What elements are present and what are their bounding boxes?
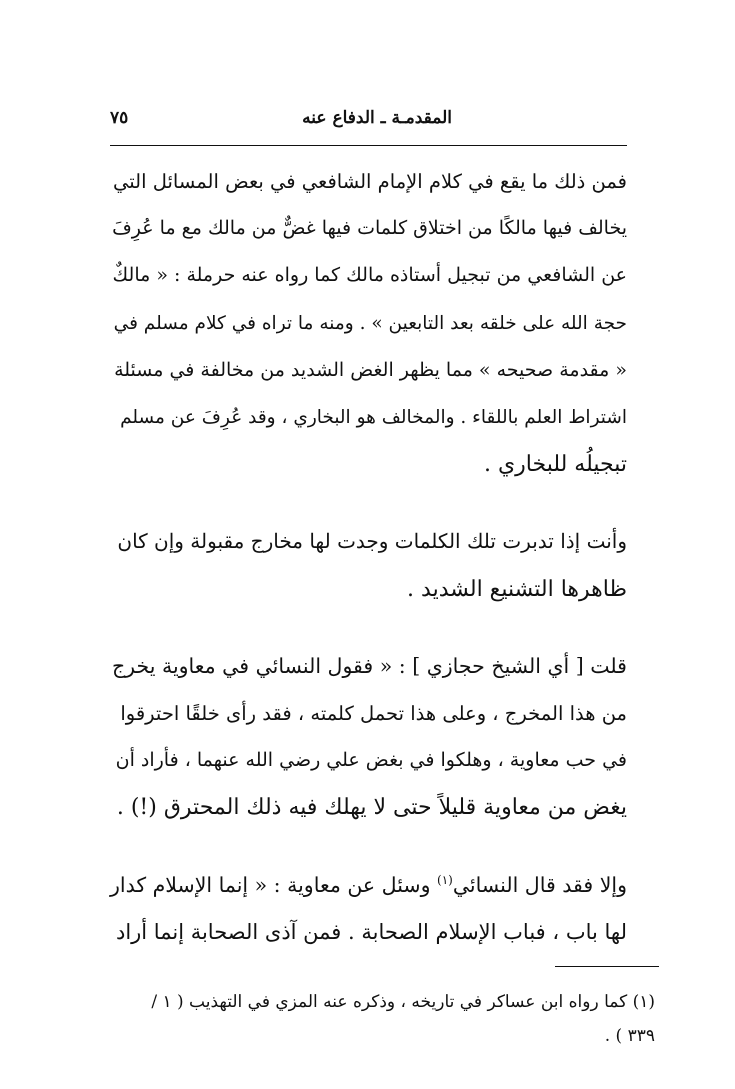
paragraph-1 [110,158,627,488]
header-divider [110,145,627,146]
footnote-line: ٣٣٩ ) . [604,1026,655,1046]
paragraph-2 [110,518,627,612]
page-number: ٧٥ [110,108,129,128]
text-line: تبجيلُه للبخاري . [483,452,627,478]
text-line: يخالف فيها مالكًا من اختلاق كلمات فيها غضٌّ من مالك مع ما عُرِفَ [112,217,627,240]
header-title: المقدمـة ـ الدفاع عنه [302,108,452,128]
text-line: اشتراط العلم باللقاء . والمخالف هو البخاري ، وقد عُرِفَ عن مسلم [120,407,627,429]
main-text [110,158,627,956]
text-line: عن الشافعي من تبجيل أستاذه مالك كما رواه عنه حرملة : « مالكٌ [112,264,627,287]
footnote-divider [555,966,659,967]
text-line: في حب معاوية ، وهلكوا في بغض علي رضي الله عنهما ، فأراد أن [115,749,627,772]
text-line [110,862,627,909]
text-line: وأنت إذا تدبرت تلك الكلمات وجدت لها مخارج مقبولة وإن كان [117,529,627,554]
paragraph-4 [110,862,627,956]
footnote-ref-1[interactable]: (١) [437,872,453,887]
text-fragment: وسئل عن معاوية : « إنما الإسلام كدار [109,872,437,897]
paragraph-3 [110,643,627,832]
footnote [110,985,655,1053]
running-header [110,108,627,138]
text-line: فمن ذلك ما يقع في كلام الإمام الشافعي في بعض المسائل التي [113,170,627,193]
text-line: قلت [ أي الشيخ حجازي ] : « فقول النسائي في معاوية يخرج [111,653,627,678]
text-line: من هذا المخرج ، وعلى هذا تحمل كلمته ، فقد رأى خلقًا احترقوا [120,702,627,726]
footnote-line: (١) كما رواه ابن عساكر في تاريخه ، وذكره عنه المزي في التهذيب ( ١ / [151,992,655,1012]
text-line: حجة الله على خلقه بعد التابعين » . ومنه ما تراه في كلام مسلم في [113,312,627,334]
text-line: يغض من معاوية قليلاً حتى لا يهلك فيه ذلك المحترق (!) . [116,795,627,821]
text-fragment: وإلا فقد قال النسائي [452,872,627,897]
text-line: ظاهرها التشنيع الشديد . [407,576,627,602]
text-line: « مقدمة صحيحه » مما يظهر الغض الشديد من مخالفة في مسئلة [114,358,627,381]
text-line: لها باب ، فباب الإسلام الصحابة . فمن آذى الصحابة إنما أراد [115,919,627,944]
